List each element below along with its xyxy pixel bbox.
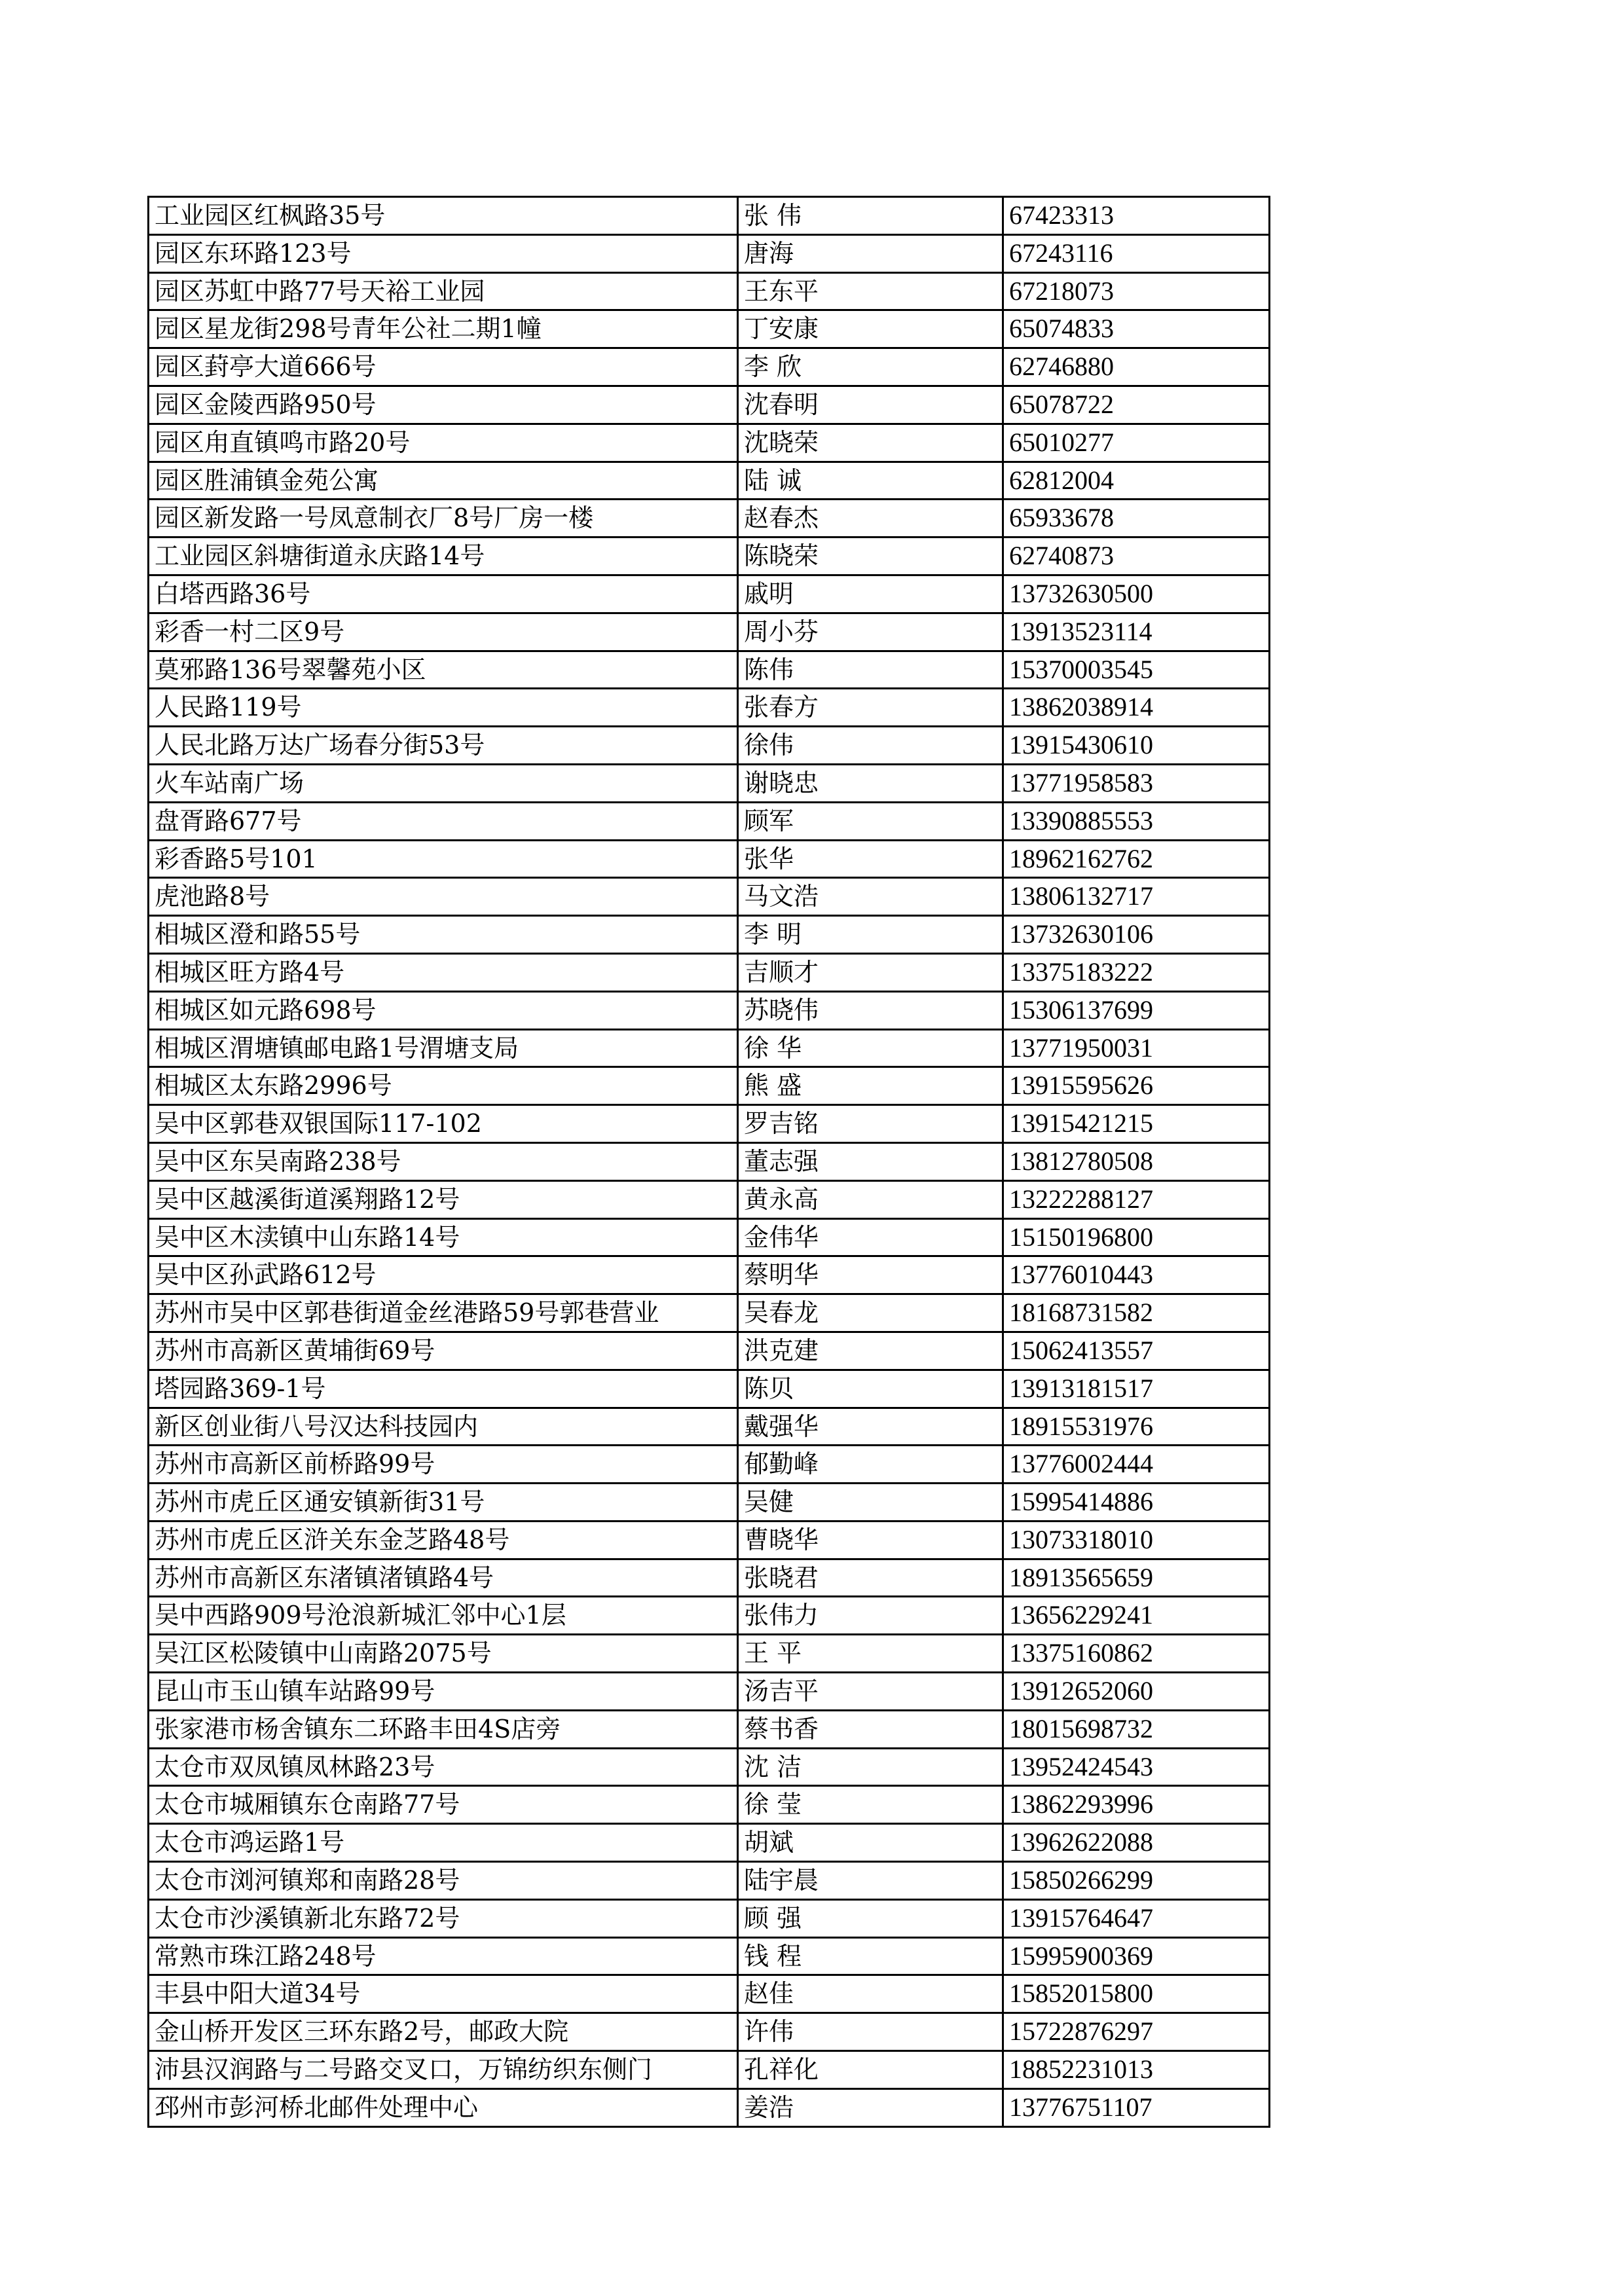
contact-table <box>147 196 1270 2128</box>
phone-cell: 13912652060 <box>1003 1673 1270 1711</box>
table-row <box>149 1635 1270 1673</box>
table-row <box>149 272 1270 310</box>
table-row <box>149 386 1270 424</box>
address-cell: 相城区旺方路4号 <box>149 953 738 991</box>
phone-cell: 15995900369 <box>1003 1937 1270 1975</box>
contact-cell: 顾 强 <box>738 1899 1003 1937</box>
phone-cell: 18168731582 <box>1003 1294 1270 1332</box>
contact-cell: 陈贝 <box>738 1370 1003 1408</box>
contact-cell: 张 伟 <box>738 197 1003 235</box>
table-row <box>149 2051 1270 2089</box>
address-cell: 吴江区松陵镇中山南路2075号 <box>149 1635 738 1673</box>
table-row <box>149 197 1270 235</box>
table-row <box>149 1142 1270 1180</box>
phone-cell: 13776751107 <box>1003 2088 1270 2126</box>
phone-cell: 13806132717 <box>1003 878 1270 916</box>
address-cell: 相城区太东路2996号 <box>149 1067 738 1105</box>
table-row <box>149 953 1270 991</box>
contact-cell: 陆宇晨 <box>738 1862 1003 1900</box>
contact-cell: 谢晓忠 <box>738 764 1003 802</box>
contact-cell: 吉顺才 <box>738 953 1003 991</box>
table-row <box>149 1824 1270 1862</box>
phone-cell: 13913181517 <box>1003 1370 1270 1408</box>
phone-cell: 13771958583 <box>1003 764 1270 802</box>
table-row <box>149 878 1270 916</box>
contact-cell: 王 平 <box>738 1635 1003 1673</box>
phone-cell: 13915421215 <box>1003 1105 1270 1143</box>
table-row <box>149 651 1270 689</box>
address-cell: 邳州市彭河桥北邮件处理中心 <box>149 2088 738 2126</box>
address-cell: 人民北路万达广场春分街53号 <box>149 727 738 765</box>
phone-cell: 13862293996 <box>1003 1786 1270 1824</box>
contact-cell: 吴春龙 <box>738 1294 1003 1332</box>
contact-cell: 曹晓华 <box>738 1521 1003 1559</box>
address-cell: 人民路119号 <box>149 689 738 727</box>
table-row <box>149 1937 1270 1975</box>
phone-cell: 13915595626 <box>1003 1067 1270 1105</box>
phone-cell: 13913523114 <box>1003 613 1270 651</box>
phone-cell: 13732630500 <box>1003 575 1270 613</box>
contact-cell: 金伟华 <box>738 1218 1003 1256</box>
phone-cell: 13073318010 <box>1003 1521 1270 1559</box>
phone-cell: 13862038914 <box>1003 689 1270 727</box>
phone-cell: 13771950031 <box>1003 1029 1270 1067</box>
contact-cell: 郁勤峰 <box>738 1446 1003 1484</box>
address-cell: 太仓市浏河镇郑和南路28号 <box>149 1862 738 1900</box>
contact-cell: 李 明 <box>738 916 1003 954</box>
address-cell: 相城区如元路698号 <box>149 991 738 1029</box>
table-row <box>149 1105 1270 1143</box>
address-cell: 吴中西路909号沧浪新城汇邻中心1层 <box>149 1597 738 1635</box>
phone-cell: 13776010443 <box>1003 1256 1270 1294</box>
contact-cell: 戚明 <box>738 575 1003 613</box>
table-row <box>149 1673 1270 1711</box>
table-row <box>149 1067 1270 1105</box>
address-cell: 苏州市虎丘区浒关东金芝路48号 <box>149 1521 738 1559</box>
table-row <box>149 1370 1270 1408</box>
address-cell: 园区甪直镇鸣市路20号 <box>149 424 738 462</box>
table-row <box>149 689 1270 727</box>
table-row <box>149 802 1270 840</box>
contact-cell: 马文浩 <box>738 878 1003 916</box>
table-row <box>149 462 1270 500</box>
address-cell: 苏州市虎丘区通安镇新街31号 <box>149 1484 738 1522</box>
address-cell: 苏州市吴中区郭巷街道金丝港路59号郭巷营业 <box>149 1294 738 1332</box>
table-row <box>149 1597 1270 1635</box>
phone-cell: 13732630106 <box>1003 916 1270 954</box>
phone-cell: 15306137699 <box>1003 991 1270 1029</box>
table-row <box>149 1710 1270 1748</box>
table-row <box>149 727 1270 765</box>
address-cell: 火车站南广场 <box>149 764 738 802</box>
address-cell: 昆山市玉山镇车站路99号 <box>149 1673 738 1711</box>
phone-cell: 65010277 <box>1003 424 1270 462</box>
phone-cell: 13375160862 <box>1003 1635 1270 1673</box>
contact-cell: 钱 程 <box>738 1937 1003 1975</box>
address-cell: 相城区澄和路55号 <box>149 916 738 954</box>
phone-cell: 13915430610 <box>1003 727 1270 765</box>
phone-cell: 15722876297 <box>1003 2013 1270 2051</box>
contact-cell: 熊 盛 <box>738 1067 1003 1105</box>
table-row <box>149 1521 1270 1559</box>
table-row <box>149 1180 1270 1218</box>
contact-cell: 张伟力 <box>738 1597 1003 1635</box>
contact-cell: 戴强华 <box>738 1408 1003 1446</box>
address-cell: 彩香一村二区9号 <box>149 613 738 651</box>
contact-cell: 周小芬 <box>738 613 1003 651</box>
address-cell: 苏州市高新区东渚镇渚镇路4号 <box>149 1559 738 1597</box>
table-row <box>149 840 1270 878</box>
contact-cell: 赵春杰 <box>738 500 1003 538</box>
address-cell: 园区胜浦镇金苑公寓 <box>149 462 738 500</box>
address-cell: 太仓市鸿运路1号 <box>149 1824 738 1862</box>
table-row <box>149 1446 1270 1484</box>
phone-cell: 18962162762 <box>1003 840 1270 878</box>
contact-cell: 蔡明华 <box>738 1256 1003 1294</box>
phone-cell: 15850266299 <box>1003 1862 1270 1900</box>
address-cell: 苏州市高新区前桥路99号 <box>149 1446 738 1484</box>
contact-cell: 吴健 <box>738 1484 1003 1522</box>
address-cell: 沛县汉润路与二号路交叉口，万锦纺织东侧门 <box>149 2051 738 2089</box>
table-row <box>149 1332 1270 1370</box>
table-row <box>149 1484 1270 1522</box>
phone-cell: 13962622088 <box>1003 1824 1270 1862</box>
contact-cell: 黄永高 <box>738 1180 1003 1218</box>
phone-cell: 18015698732 <box>1003 1710 1270 1748</box>
address-cell: 虎池路8号 <box>149 878 738 916</box>
table-row <box>149 1256 1270 1294</box>
contact-cell: 洪克建 <box>738 1332 1003 1370</box>
phone-cell: 13952424543 <box>1003 1748 1270 1786</box>
address-cell: 金山桥开发区三环东路2号，邮政大院 <box>149 2013 738 2051</box>
phone-cell: 13915764647 <box>1003 1899 1270 1937</box>
table-row <box>149 916 1270 954</box>
phone-cell: 62812004 <box>1003 462 1270 500</box>
address-cell: 太仓市双凤镇凤林路23号 <box>149 1748 738 1786</box>
contact-cell: 赵佳 <box>738 1975 1003 2013</box>
phone-cell: 62746880 <box>1003 348 1270 386</box>
contact-table-body <box>149 197 1270 2127</box>
address-cell: 白塔西路36号 <box>149 575 738 613</box>
phone-cell: 15995414886 <box>1003 1484 1270 1522</box>
contact-cell: 丁安康 <box>738 310 1003 348</box>
contact-cell: 董志强 <box>738 1142 1003 1180</box>
address-cell: 园区星龙街298号青年公社二期1幢 <box>149 310 738 348</box>
table-row <box>149 991 1270 1029</box>
contact-cell: 沈春明 <box>738 386 1003 424</box>
contact-cell: 徐伟 <box>738 727 1003 765</box>
address-cell: 莫邪路136号翠馨苑小区 <box>149 651 738 689</box>
address-cell: 盘胥路677号 <box>149 802 738 840</box>
contact-cell: 蔡书香 <box>738 1710 1003 1748</box>
phone-cell: 18913565659 <box>1003 1559 1270 1597</box>
phone-cell: 15062413557 <box>1003 1332 1270 1370</box>
table-row <box>149 1862 1270 1900</box>
table-row <box>149 1786 1270 1824</box>
table-row <box>149 310 1270 348</box>
phone-cell: 13375183222 <box>1003 953 1270 991</box>
address-cell: 园区新发路一号凤意制衣厂8号厂房一楼 <box>149 500 738 538</box>
table-row <box>149 1899 1270 1937</box>
contact-cell: 沈晓荣 <box>738 424 1003 462</box>
phone-cell: 15852015800 <box>1003 1975 1270 2013</box>
phone-cell: 67243116 <box>1003 234 1270 272</box>
table-row <box>149 613 1270 651</box>
contact-cell: 苏晓伟 <box>738 991 1003 1029</box>
phone-cell: 65078722 <box>1003 386 1270 424</box>
address-cell: 吴中区越溪街道溪翔路12号 <box>149 1180 738 1218</box>
phone-cell: 13390885553 <box>1003 802 1270 840</box>
address-cell: 常熟市珠江路248号 <box>149 1937 738 1975</box>
address-cell: 园区金陵西路950号 <box>149 386 738 424</box>
contact-cell: 徐 莹 <box>738 1786 1003 1824</box>
contact-cell: 陈伟 <box>738 651 1003 689</box>
phone-cell: 13656229241 <box>1003 1597 1270 1635</box>
address-cell: 吴中区东吴南路238号 <box>149 1142 738 1180</box>
table-row <box>149 2013 1270 2051</box>
phone-cell: 13222288127 <box>1003 1180 1270 1218</box>
contact-cell: 孔祥化 <box>738 2051 1003 2089</box>
phone-cell: 15150196800 <box>1003 1218 1270 1256</box>
table-row <box>149 575 1270 613</box>
phone-cell: 13812780508 <box>1003 1142 1270 1180</box>
phone-cell: 15370003545 <box>1003 651 1270 689</box>
contact-cell: 罗吉铭 <box>738 1105 1003 1143</box>
phone-cell: 62740873 <box>1003 538 1270 575</box>
address-cell: 新区创业街八号汉达科技园内 <box>149 1408 738 1446</box>
phone-cell: 18852231013 <box>1003 2051 1270 2089</box>
contact-cell: 陈晓荣 <box>738 538 1003 575</box>
address-cell: 园区葑亭大道666号 <box>149 348 738 386</box>
table-row <box>149 764 1270 802</box>
contact-cell: 徐 华 <box>738 1029 1003 1067</box>
address-cell: 吴中区木渎镇中山东路14号 <box>149 1218 738 1256</box>
phone-cell: 67423313 <box>1003 197 1270 235</box>
contact-cell: 张春方 <box>738 689 1003 727</box>
address-cell: 张家港市杨舍镇东二环路丰田4S店旁 <box>149 1710 738 1748</box>
table-row <box>149 1559 1270 1597</box>
address-cell: 苏州市高新区黄埔街69号 <box>149 1332 738 1370</box>
contact-cell: 张晓君 <box>738 1559 1003 1597</box>
phone-cell: 65933678 <box>1003 500 1270 538</box>
contact-cell: 李 欣 <box>738 348 1003 386</box>
address-cell: 工业园区红枫路35号 <box>149 197 738 235</box>
table-row <box>149 2088 1270 2126</box>
table-row <box>149 1218 1270 1256</box>
phone-cell: 13776002444 <box>1003 1446 1270 1484</box>
contact-cell: 姜浩 <box>738 2088 1003 2126</box>
contact-cell: 陆 诚 <box>738 462 1003 500</box>
table-row <box>149 1294 1270 1332</box>
table-row <box>149 500 1270 538</box>
table-row <box>149 348 1270 386</box>
address-cell: 塔园路369-1号 <box>149 1370 738 1408</box>
contact-cell: 唐海 <box>738 234 1003 272</box>
contact-cell: 汤吉平 <box>738 1673 1003 1711</box>
address-cell: 彩香路5号101 <box>149 840 738 878</box>
contact-cell: 沈 洁 <box>738 1748 1003 1786</box>
contact-cell: 张华 <box>738 840 1003 878</box>
table-row <box>149 424 1270 462</box>
address-cell: 吴中区孙武路612号 <box>149 1256 738 1294</box>
table-row <box>149 234 1270 272</box>
address-cell: 吴中区郭巷双银国际117-102 <box>149 1105 738 1143</box>
table-row <box>149 1748 1270 1786</box>
address-cell: 园区东环路123号 <box>149 234 738 272</box>
address-cell: 丰县中阳大道34号 <box>149 1975 738 2013</box>
phone-cell: 18915531976 <box>1003 1408 1270 1446</box>
table-row <box>149 1975 1270 2013</box>
table-row <box>149 1408 1270 1446</box>
address-cell: 相城区渭塘镇邮电路1号渭塘支局 <box>149 1029 738 1067</box>
address-cell: 太仓市城厢镇东仓南路77号 <box>149 1786 738 1824</box>
address-cell: 园区苏虹中路77号天裕工业园 <box>149 272 738 310</box>
address-cell: 太仓市沙溪镇新北东路72号 <box>149 1899 738 1937</box>
contact-cell: 顾军 <box>738 802 1003 840</box>
phone-cell: 67218073 <box>1003 272 1270 310</box>
phone-cell: 65074833 <box>1003 310 1270 348</box>
contact-cell: 许伟 <box>738 2013 1003 2051</box>
table-row <box>149 538 1270 575</box>
address-cell: 工业园区斜塘街道永庆路14号 <box>149 538 738 575</box>
table-row <box>149 1029 1270 1067</box>
contact-cell: 胡斌 <box>738 1824 1003 1862</box>
contact-cell: 王东平 <box>738 272 1003 310</box>
